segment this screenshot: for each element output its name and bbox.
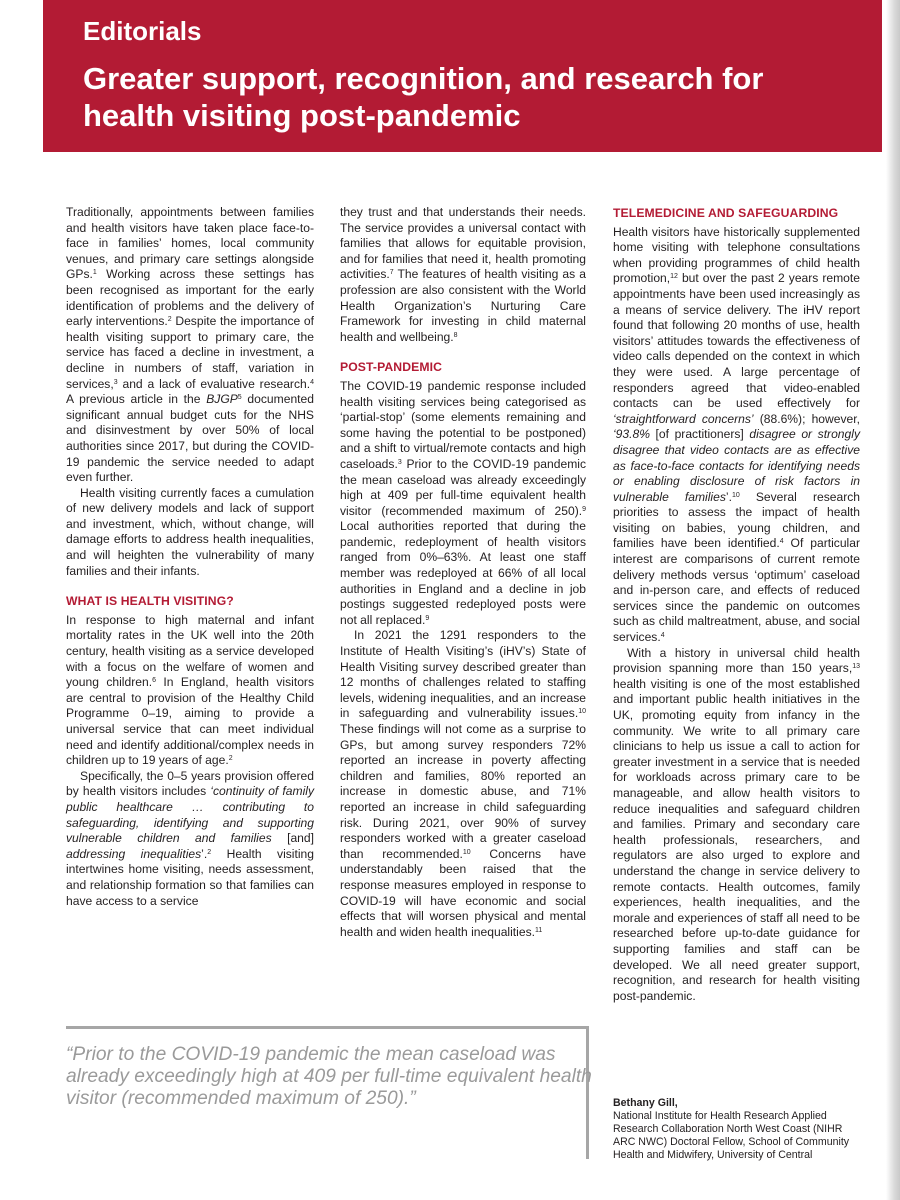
header-banner (43, 0, 882, 152)
pull-quote: “Prior to the COVID-19 pandemic the mean caseload was already exceedingly high at 409 per full-time equivalent health visitor (recommended maximum of 250).” (66, 1044, 592, 1109)
paragraph: Specifically, the 0–5 years provision offered by health visitors includes ‘continuity of family public healthcare … contributing to safeguarding, identifying and supporting vulnerable children and families [and] addressing inequalities’.$^2$ Health visiting intertwines home visiting, needs assessment, and relationship formation so that families can have access to a service (66, 768, 314, 908)
paragraph: they trust and that understands their needs. The service provides a universal contact with families that allows for equitable provision, and for families that need it, health promoting activities.$^7$ The features of health visiting as a profession are also consistent with the World Health Organization’s Nurturing Care Framework for investing in child maternal health and wellbeing.$^8$ (340, 205, 586, 344)
column-right (613, 206, 860, 1004)
paragraph: Traditionally, appointments between families and health visitors have taken place face-to-face in families’ homes, local community venues, and primary care settings alongside GPs.$^1$ Working across these settings has been recognised as important for the early identification of problems and the delivery of early interventions.$^2$ Despite the importance of health visiting support to primary care, the service has faced a decline in investment, a decline in numbers of staff, variation in services,$^3$ and a lack of evaluative research.$^4$ A previous article in the BJGP$^5$ documented significant annual budget cuts for the NHS and disinvestment by over 50% of local authorities since 2017, but during the COVID-19 pandemic the service needed to adapt even further. (66, 205, 314, 485)
author-affiliation: National Institute for Health Research Applied Research Collaboration North West Coast (NIHR ARC NWC) Doctoral Fellow, School of Community Health and Midwifery, University of Central (613, 1110, 850, 1161)
paragraph: Health visitors have historically supplemented home visiting with telephone consultations when providing programmes of child health promotion,$^{12}$ but over the past 2 years remote appointments have been used increasingly as a means of service delivery. The iHV report found that following 20 months of use, health visitors’ attitudes towards the effectiveness of video calls depended on the context in which they were used. A large percentage of responders agreed that video-enabled contacts can be used effectively for ‘straightforward concerns’ (88.6%); however, ‘93.8% [of practitioners] disagree or strongly disagree that video contacts are as effective as face-to-face contacts for identifying needs or enabling disclosure of risk factors in vulnerable families’.$^{10}$ Several research priorities to assess the impact of health visiting on babies, young children, and families have been identified.$^4$ Of particular interest are comparisons of current remote delivery methods versus ‘optimum’ caseload and in-person care, and effects of reduced services since the pandemic on outcomes such as child maltreatment, abuse, and social services.$^4$ (613, 224, 860, 645)
column-left (66, 205, 314, 909)
section-label: Editorials (83, 16, 202, 46)
journal-name: BJGP (206, 392, 238, 407)
paragraph: With a history in universal child health provision spanning more than 150 years,$^{13}$ health visiting is one of the most established and important public health initiatives in the UK, promoting equity from infancy in the community. We write to all primary care clinicians to help us issue a call to action for greater investment in a service that is needed for workloads across primary care to be manageable, and allow health visitors to reduce inequalities and safeguard children and families. Primary and secondary care health professionals, researchers, and regulators are also urged to explore and understand the change in service delivery to remote contacts. Health outcomes, family experiences, health inequalities, and the morale and experiences of staff all need to be researched before up-to-date guidance for supporting families and staff can be developed. We all need greater support, recognition, and research for health visiting post-pandemic. (613, 645, 860, 1003)
subheading-what-is-health-visiting: WHAT IS HEALTH VISITING? (66, 594, 234, 609)
subheading-post-pandemic: POST-PANDEMIC (340, 360, 442, 375)
subheading-telemedicine: TELEMEDICINE AND SAFEGUARDING (613, 206, 839, 220)
paragraph: In response to high maternal and infant mortality rates in the UK well into the 20th century, health visiting as a service developed with a focus on the welfare of women and young children.$^6$ In England, health visitors are central to provision of the Healthy Child Programme 0–19, aiming to provide a universal service that can meet individual need and identify additional/complex needs in children up to 19 years of age.$^2$ (66, 612, 314, 768)
paragraph: In 2021 the 1291 responders to the Institute of Health Visiting’s (iHV’s) State of Health Visiting survey described greater than 12 months of challenges related to staffing levels, widening inequalities, and an increase in safeguarding and vulnerability issues.$^{10}$ These findings will not come as a surprise to GPs, but among survey responders 72% reported an increase in poverty affecting children and families, 80% reported an increase in domestic abuse, and 71% reported an increase in child safeguarding risk. During 2021, over 90% of survey responders worked with a greater caseload than recommended.$^{10}$ Concerns have understandably been raised that the response measures employed in response to COVID-19 will have economic and social effects that will worsen physical and mental health and widen health inequalities.$^{11}$ (340, 628, 586, 939)
author-name: Bethany Gill, (613, 1097, 678, 1109)
article-title: Greater support, recognition, and research for health visiting post-pandemic (83, 61, 764, 133)
author-block (613, 1097, 863, 1162)
paragraph: Health visiting currently faces a cumulation of new delivery models and lack of support and investment, which, without change, will damage efforts to address health inequalities, and will heighten the vulnerability of many families and their infants. (66, 485, 314, 578)
page-edge-shadow (886, 0, 900, 1200)
column-middle (340, 205, 586, 940)
paragraph: The COVID-19 pandemic response included health visiting services being categorised as ‘partial-stop’ (some elements remaining and some having the potential to be postponed) and a shift to virtual/remote contacts and high caseloads.$^3$ Prior to the COVID-19 pandemic the mean caseload was already exceedingly high at 409 per full-time equivalent health visitor (recommended maximum of 250).$^9$ Local authorities reported that during the pandemic, redeployment of health visitors ranged from 0%–63%. At least one staff member was redeployed at 66% of all local authorities in England and a decline in job postings suggested redeployed posts were not all replaced.$^9$ (340, 378, 586, 627)
